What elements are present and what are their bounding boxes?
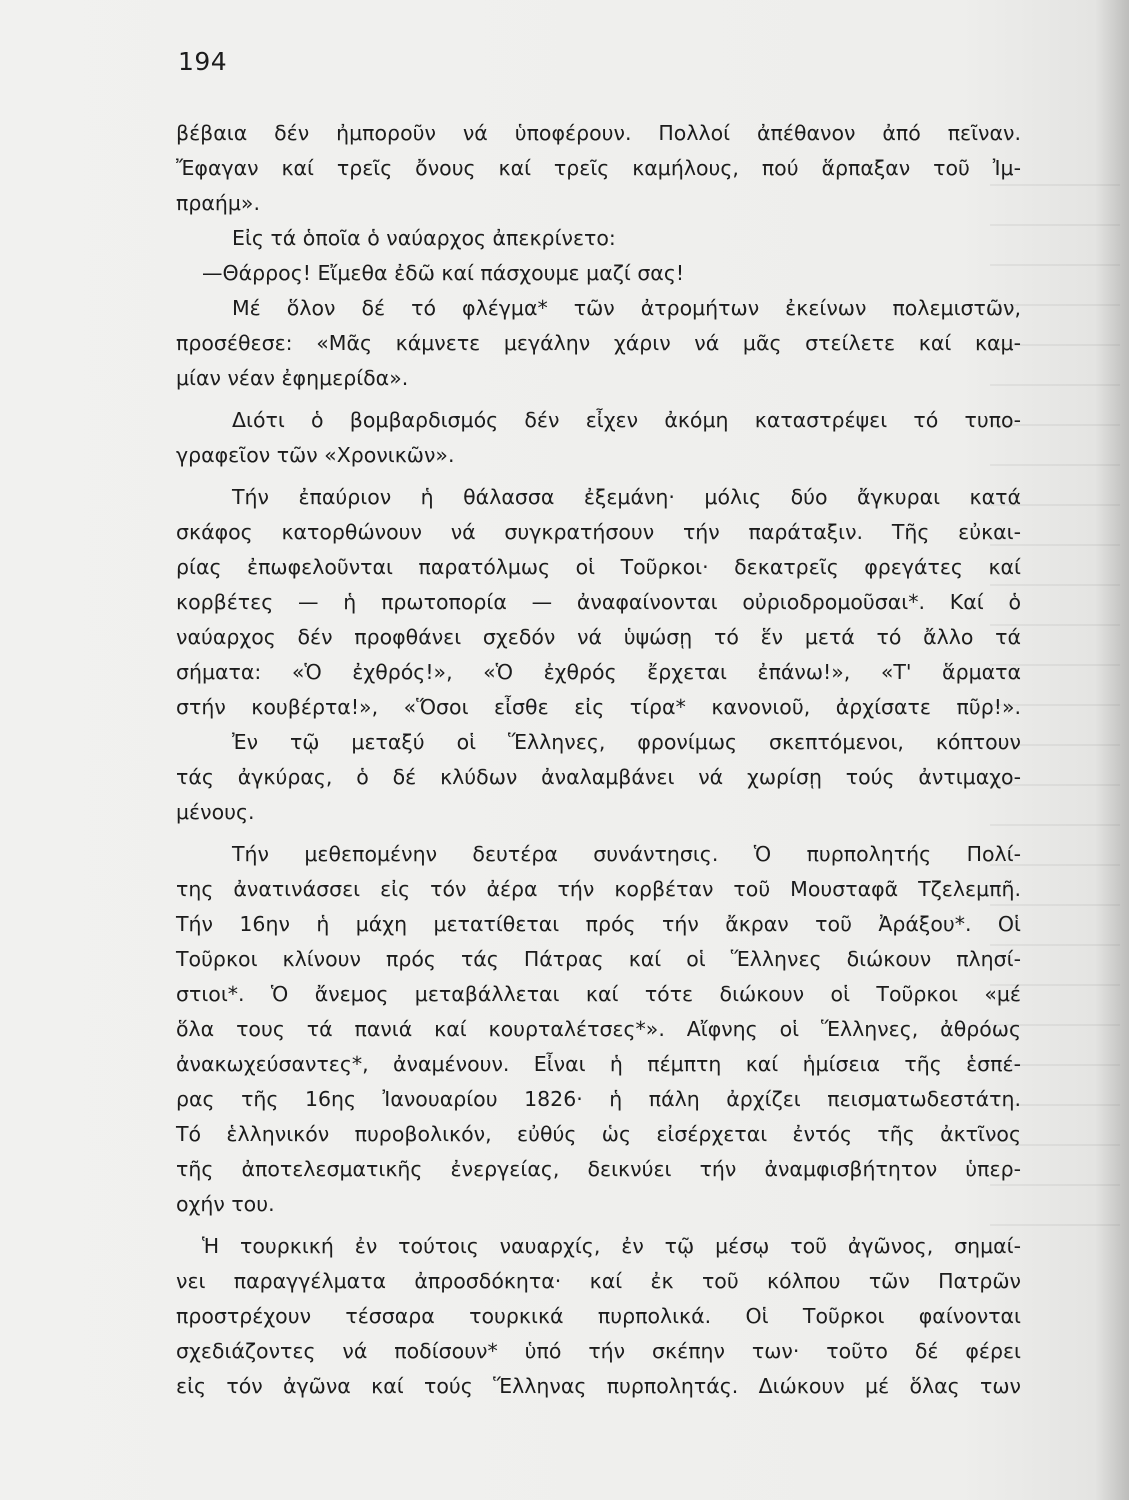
text-line: στήν κουβέρτα!», «Ὅσοι εἶσθε εἰς τίρα* κανονιοῦ, ἀρχίσατε πῦρ!». bbox=[176, 695, 1021, 719]
text-line: Εἰς τά ὁποῖα ὁ ναύαρχος ἀπεκρίνετο: bbox=[232, 226, 616, 250]
text-line: νει παραγγέλματα ἀπροσδόκητα· καί ἐκ τοῦ κόλπου τῶν Πατρῶν bbox=[176, 1269, 1021, 1293]
text-line: ὅλα τους τά πανιά καί κουρταλέτσες*». Αἴφνης οἱ Ἕλληνες, ἀθρόως bbox=[176, 1017, 1021, 1041]
text-line: στιοι*. Ὁ ἄνεμος μεταβάλλεται καί τότε διώκουν οἱ Τοῦρκοι «μέ bbox=[176, 982, 1021, 1006]
text-line: οχήν του. bbox=[176, 1192, 275, 1216]
text-line: πραήμ». bbox=[176, 191, 260, 215]
text-line: μένους. bbox=[176, 800, 255, 824]
text-line: σήματα: «Ὁ ἐχθρός!», «Ὁ ἐχθρός ἔρχεται ἐπάνω!», «Τ' ἅρματα bbox=[176, 660, 1021, 684]
text-line: γραφεῖον τῶν «Χρονικῶν». bbox=[176, 443, 455, 467]
text-line: βέβαια δέν ἠμποροῦν νά ὑποφέρουν. Πολλοί ἀπέθανον ἀπό πεῖναν. bbox=[176, 121, 1021, 145]
text-line: Ἐν τῷ μεταξύ οἱ Ἕλληνες, φρονίμως σκεπτόμενοι, κόπτουν bbox=[232, 730, 1021, 754]
text-line: Μέ ὅλον δέ τό φλέγμα* τῶν ἀτρομήτων ἐκείνων πολεμιστῶν, bbox=[232, 296, 1021, 320]
text-line: ρας τῆς 16ης Ἰανουαρίου 1826· ἡ πάλη ἀρχίζει πεισματωδεστάτη. bbox=[176, 1087, 1021, 1111]
text-line: μίαν νέαν ἐφημερίδα». bbox=[176, 366, 409, 390]
text-line: Τοῦρκοι κλίνουν πρός τάς Πάτρας καί οἱ Ἕλληνες διώκουν πλησί- bbox=[176, 947, 1021, 971]
text-line: εἰς τόν ἀγῶνα καί τούς Ἕλληνας πυρπολητάς. Διώκουν μέ ὅλας των bbox=[176, 1374, 1021, 1398]
body-text bbox=[176, 116, 1021, 1404]
text-line: τάς ἀγκύρας, ὁ δέ κλύδων ἀναλαμβάνει νά χωρίσῃ τούς ἀντιμαχο- bbox=[176, 765, 1021, 789]
text-line: Ἡ τουρκική ἐν τούτοις ναυαρχίς, ἐν τῷ μέσῳ τοῦ ἀγῶνος, σημαί- bbox=[202, 1234, 1021, 1258]
page-number: 194 bbox=[178, 47, 228, 76]
text-line: Διότι ὁ βομβαρδισμός δέν εἶχεν ἀκόμη καταστρέψει τό τυπο- bbox=[232, 408, 1021, 432]
text-line: της ἀνατινάσσει εἰς τόν ἀέρα τήν κορβέταν τοῦ Μουσταφᾶ Τζελεμπῆ. bbox=[176, 877, 1021, 901]
text-line: ναύαρχος δέν προφθάνει σχεδόν νά ὑψώσῃ τό ἕν μετά τό ἄλλο τά bbox=[176, 625, 1021, 649]
text-line: Ἔφαγαν καί τρεῖς ὄνους καί τρεῖς καμήλους, πού ἅρπαξαν τοῦ Ἰμ- bbox=[176, 156, 1021, 180]
text-line: κορβέτες — ἡ πρωτοπορία — ἀναφαίνονται οὐριοδρομοῦσαι*. Καί ὁ bbox=[176, 590, 1021, 614]
text-line: προστρέχουν τέσσαρα τουρκικά πυρπολικά. Οἱ Τοῦρκοι φαίνονται bbox=[176, 1304, 1021, 1328]
text-line: Τήν 16ην ἡ μάχη μετατίθεται πρός τήν ἄκραν τοῦ Ἀράξου*. Οἱ bbox=[176, 912, 1021, 936]
text-line: ἀνακωχεύσαντες*, ἀναμένουν. Εἶναι ἡ πέμπτη καί ἡμίσεια τῆς ἑσπέ- bbox=[176, 1052, 1021, 1076]
text-line: Τήν ἐπαύριον ἡ θάλασσα ἐξεμάνη· μόλις δύο ἄγκυραι κατά bbox=[232, 485, 1021, 509]
text-line: προσέθεσε: «Μᾶς κάμνετε μεγάλην χάριν νά μᾶς στείλετε καί καμ- bbox=[176, 331, 1021, 355]
text-line: Τήν μεθεπομένην δευτέρα συνάντησις. Ὁ πυρπολητής Πολί- bbox=[232, 842, 1021, 866]
text-line: Τό ἑλληνικόν πυροβολικόν, εὐθύς ὡς εἰσέρχεται ἐντός τῆς ἀκτῖνος bbox=[176, 1122, 1021, 1146]
text-line: ρίας ἐπωφελοῦνται παρατόλμως οἱ Τοῦρκοι· δεκατρεῖς φρεγάτες καί bbox=[176, 555, 1021, 579]
text-line: τῆς ἀποτελεσματικῆς ἐνεργείας, δεικνύει τήν ἀναμφισβήτητον ὑπερ- bbox=[176, 1157, 1021, 1181]
text-line: σκάφος κατορθώνουν νά συγκρατήσουν τήν παράταξιν. Τῆς εὐκαι- bbox=[176, 520, 1021, 544]
text-line: σχεδιάζοντες νά ποδίσουν* ὑπό τήν σκέπην των· τοῦτο δέ φέρει bbox=[176, 1339, 1021, 1363]
text-line: —Θάρρος! Εἴμεθα ἐδῶ καί πάσχουμε μαζί σας! bbox=[202, 261, 685, 285]
